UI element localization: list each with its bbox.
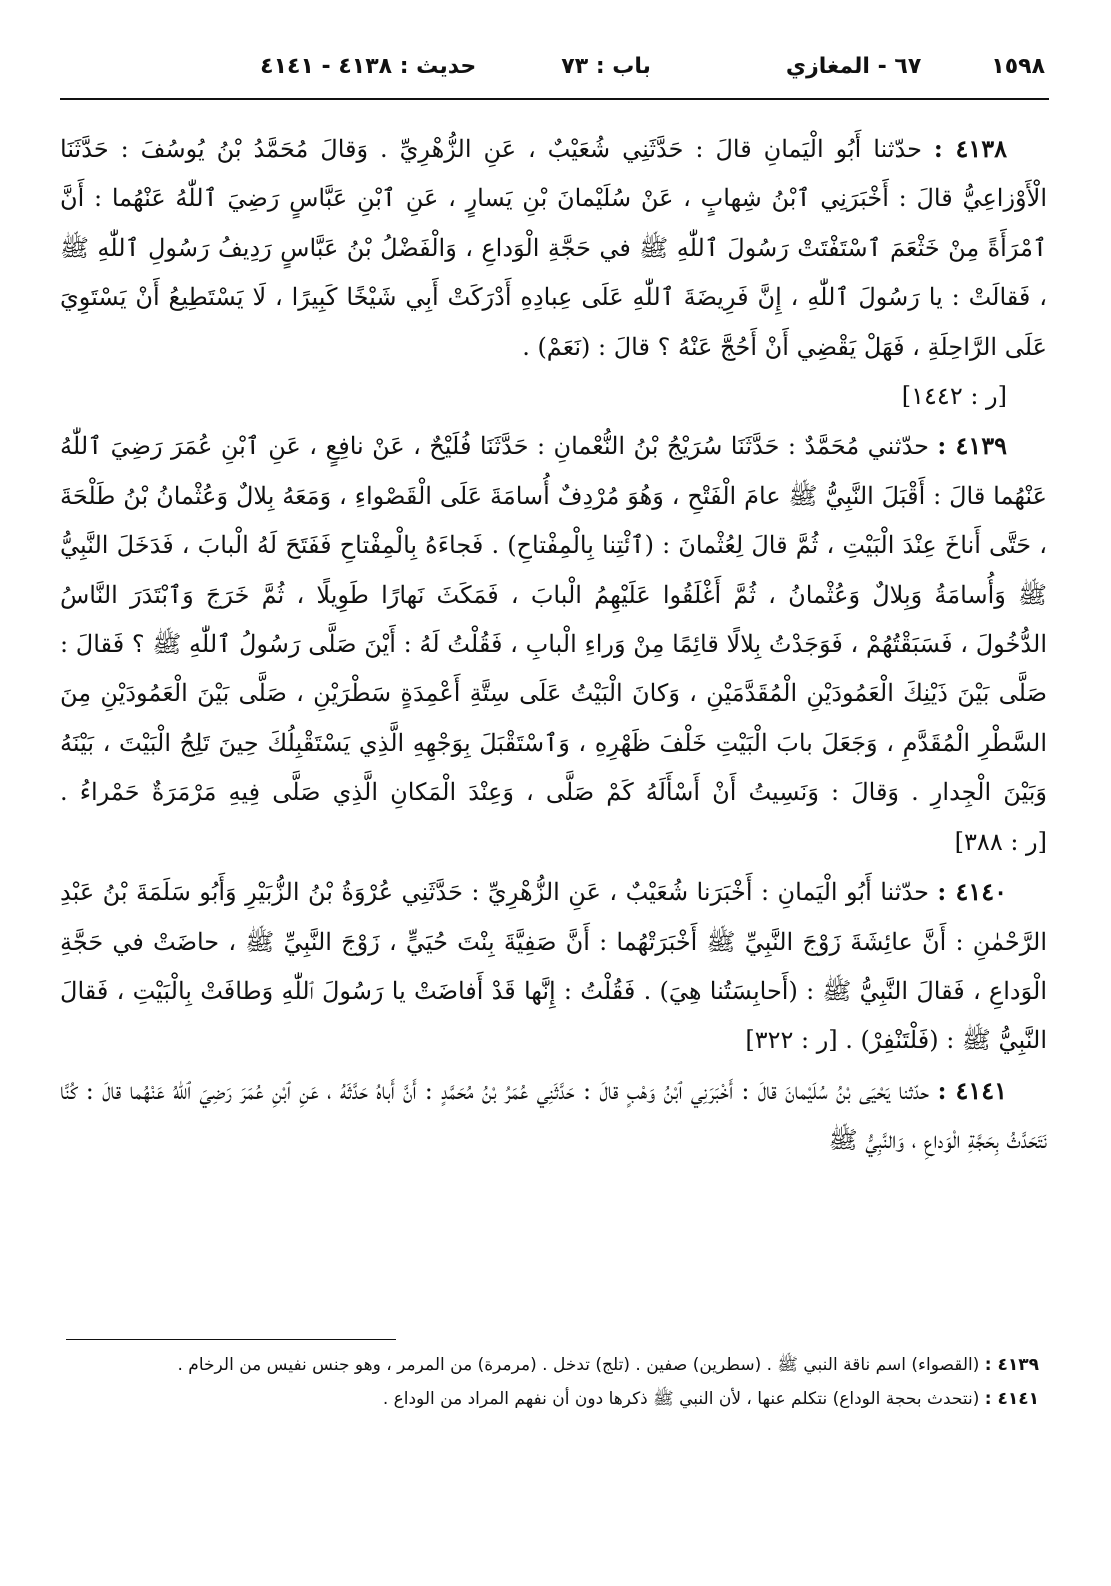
hadith-range: حديث : ٤١٣٨ - ٤١٤١ [260, 53, 477, 79]
hadith-text: حدّثنا أَبُو الْيَمانِ قالَ : حَدَّثَنِي شُعَيْبٌ ، عَنِ الزُّهْرِيِّ . وَقالَ مُحَمَّدُ بْنُ يُوسُفَ : حَدَّثَنَا الْأَوْزاعِيُّ قالَ : أَخْبَرَنِي ٱبْنُ شِهابٍ ، عَنْ سُلَيْمانَ بْنِ يَسارٍ ، عَنِ ٱبْنِ عَبَّاسٍ رَضِيَ ٱللّٰهُ عَنْهُما : أَنَّ ٱمْرَأَةً مِنْ خَثْعَمَ ٱسْتَفْتَتْ رَسُولَ ٱللّٰهِ ﷺ في حَجَّةِ الْوَداعِ ، وَالْفَضْلُ بْنُ عَبَّاسٍ رَدِيفُ رَسُولِ ٱللّٰهِ ﷺ ، فَقالَتْ : يا رَسُولَ ٱللّٰهِ ، إِنَّ فَرِيضَةَ ٱللّٰهِ عَلَى عِبادِهِ أَدْرَكَتْ أَبِي شَيْخًا كَبِيرًا ، لَا يَسْتَطِيعُ أَنْ يَسْتَوِيَ عَلَى الرَّاحِلَةِ ، فَهَلْ يَقْضِي أَنْ أَحُجَّ عَنْهُ ؟ قالَ : (نَعَمْ) . [60, 135, 1048, 361]
footnote-text: (نتحدث بحجة الوداع) نتكلم عنها ، لأن النبي ﷺ ذكرها دون أن نفهم المراد من الوداع . [382, 1389, 980, 1409]
hadith-number: ٤١٣٨ : [933, 134, 1007, 163]
footnote-number: ٤١٤١ : [984, 1389, 1039, 1409]
hadith-reference: [ر : ٣٢٢] [745, 1026, 838, 1055]
hadith-number: ٤١٤١ : [937, 1075, 1007, 1105]
chapter-title: ٦٧ - المغازي [785, 53, 922, 79]
hadith-number: ٤١٤٠ : [937, 877, 1007, 907]
hadith-paragraph [60, 867, 1047, 1066]
hadith-reference: [ر : ٣٨٨] [954, 827, 1047, 856]
footnote-divider [66, 1339, 396, 1340]
footnote [66, 1384, 1039, 1414]
hadith-reference-line [60, 372, 1047, 421]
hadith-paragraph [60, 421, 1047, 867]
hadith-text: حدّثنا أَبُو الْيَمانِ : أَخْبَرَنا شُعَيْبٌ ، عَنِ الزُّهْرِيِّ : حَدَّثَنِي عُرْوَةُ بْنُ الزُّبَيْرِ وَأَبُو سَلَمَةَ بْنُ عَبْدِ الرَّحْمٰنِ : أَنَّ عائِشَةَ زَوْجَ النَّبِيِّ ﷺ أَخْبَرَتْهُما : أَنَّ صَفِيَّةَ بِنْتَ حُيَيٍّ ، زَوْجَ النَّبِيِّ ﷺ ، حاضَتْ في حَجَّةِ الْوَداعِ ، فَقالَ النَّبِيُّ ﷺ : (أَحابِسَتُنا هِيَ) . فَقُلْتُ : إِنَّها قَدْ أَفاضَتْ يا رَسُولَ ٱللّٰهِ وَطافَتْ بِالْبَيْتِ ، فَقالَ النَّبِيُّ ﷺ : (فَلْتَنْفِرْ) . [60, 878, 1047, 1055]
footnote-text: (القصواء) اسم ناقة النبي ﷺ . (سطرين) صفين . (تلج) تدخل . (مرمرة) من المرمر ، وهو جنس نفيس من الرخام . [177, 1355, 980, 1375]
hadith-reference: [ر : ١٤٤٢] [901, 382, 1007, 411]
hadith-number: ٤١٣٩ : [937, 431, 1007, 461]
page-number: ١٥٩٨ [991, 53, 1045, 79]
hadith-text: حدّثني مُحَمَّدٌ : حَدَّثَنَا سُرَيْجُ بْنُ النُّعْمانِ : حَدَّثَنَا فُلَيْحٌ ، عَنْ نافِعٍ ، عَنِ ٱبْنِ عُمَرَ رَضِيَ ٱللّٰهُ عَنْهُما قالَ : أَقْبَلَ النَّبِيُّ ﷺ عامَ الْفَتْحِ ، وَهُوَ مُرْدِفٌ أُسامَةَ عَلَى الْقَصْواءِ ، وَمَعَهُ بِلالٌ وَعُثْمانُ بْنُ طَلْحَةَ ، حَتَّى أَناخَ عِنْدَ الْبَيْتِ ، ثُمَّ قالَ لِعُثْمانَ : (ٱئْتِنا بِالْمِفْتاحِ) . فَجاءَهُ بِالْمِفْتاحِ فَفَتَحَ لَهُ الْبابَ ، فَدَخَلَ النَّبِيُّ ﷺ وَأُسامَةُ وَبِلالٌ وَعُثْمانُ ، ثُمَّ أَغْلَقُوا عَلَيْهِمُ الْبابَ ، فَمَكَثَ نَهارًا طَوِيلًا ، ثُمَّ خَرَجَ وَٱبْتَدَرَ النَّاسُ الدُّخُولَ ، فَسَبَقْتُهُمْ ، فَوَجَدْتُ بِلالًا قائِمًا مِنْ وَراءِ الْبابِ ، فَقُلْتُ لَهُ : أَيْنَ صَلَّى رَسُولُ ٱللّٰهِ ﷺ ؟ فَقالَ : صَلَّى بَيْنَ ذَيْنِكَ الْعَمُودَيْنِ الْمُقَدَّمَيْنِ ، وَكانَ الْبَيْتُ عَلَى سِتَّةِ أَعْمِدَةٍ سَطْرَيْنِ ، صَلَّى بَيْنَ الْعَمُودَيْنِ مِنَ السَّطْرِ الْمُقَدَّمِ ، وَجَعَلَ بابَ الْبَيْتِ خَلْفَ ظَهْرِهِ ، وَٱسْتَقْبَلَ بِوَجْهِهِ الَّذِي يَسْتَقْبِلُكَ حِينَ تَلِجُ الْبَيْتَ ، بَيْنَهُ وَبَيْنَ الْجِدارِ . وَقالَ : وَنَسِيتُ أَنْ أَسْأَلَهُ كَمْ صَلَّى ، وَعِنْدَ الْمَكانِ الَّذِي صَلَّى فِيهِ مَرْمَرَةٌ حَمْراءُ . [60, 432, 1047, 807]
main-text [60, 124, 1047, 1166]
footnote [66, 1350, 1039, 1380]
hadith-paragraph [60, 124, 1047, 372]
footnote-number: ٤١٣٩ : [984, 1355, 1039, 1375]
hadith-text: حدّثنا يَحْيَى بْنُ سُلَيْمانَ قالَ : أَخْبَرَنِي ٱبْنُ وَهْبٍ قالَ : حَدَّثَنِي عُمَرُ بْنُ مُحَمَّدٍ : أَنَّ أَباهُ حَدَّثَهُ ، عَنِ ٱبْنِ عُمَرَ رَضِيَ ٱللّٰهُ عَنْهُما قالَ : كُنَّا نَتَحَدَّثُ بِحَجَّةِ الْوَداعِ ، وَالنَّبِيُّ ﷺ [60, 1076, 1047, 1155]
hadith-paragraph [60, 1066, 1047, 1166]
bab-number: باب : ٧٣ [561, 53, 651, 79]
header-divider [60, 98, 1049, 100]
footnotes [66, 1350, 1039, 1418]
page-header [62, 44, 1045, 88]
